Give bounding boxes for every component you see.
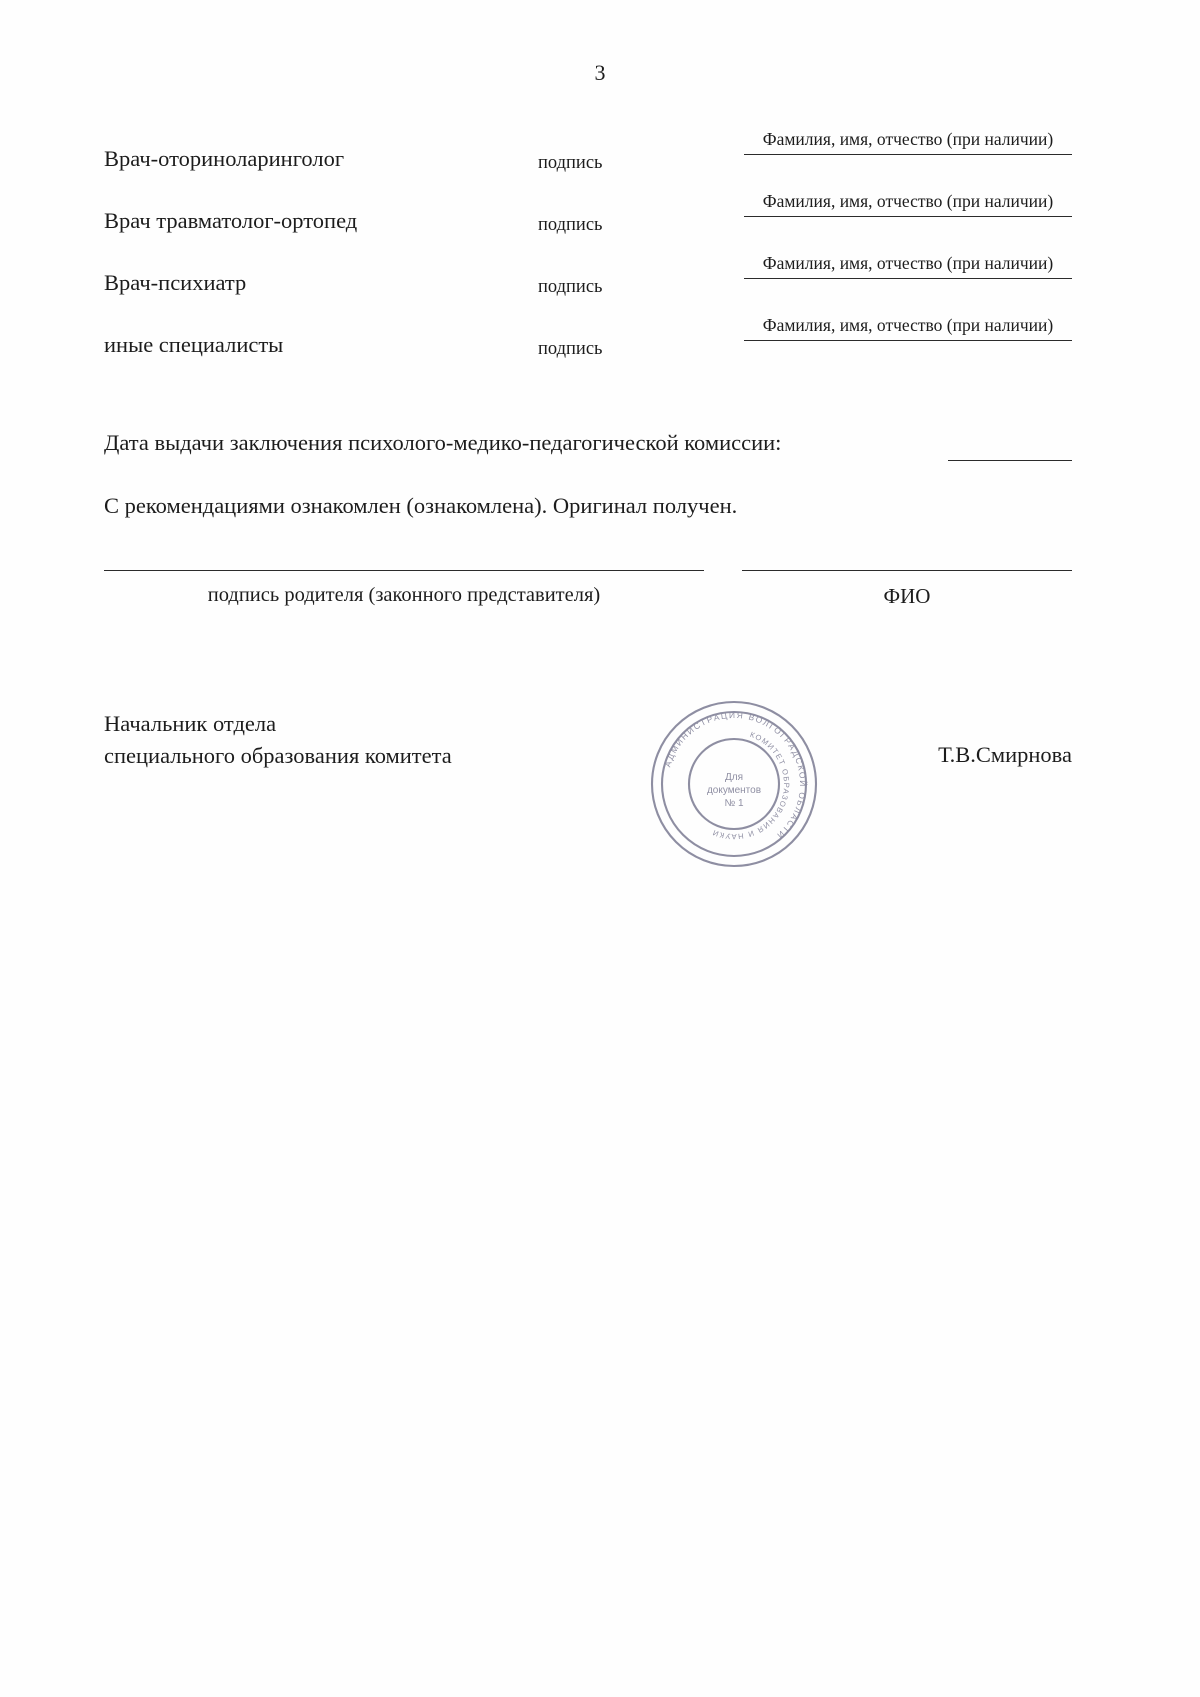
- acknowledgement-text: С рекомендациями ознакомлен (ознакомлена). Оригинал получен.: [104, 493, 738, 518]
- svg-text:АДМИНИСТРАЦИЯ ВОЛГОГРАДСКОЙ ОБ: АДМИНИСТРАЦИЯ ВОЛГОГРАДСКОЙ ОБЛАСТИ: [662, 709, 809, 842]
- head-of-department-block: [104, 708, 1072, 828]
- parent-fio-caption: ФИО: [883, 584, 931, 608]
- parent-signature-line: [104, 570, 704, 571]
- stamp-center-line-1: Для: [724, 772, 744, 783]
- page-number: 3: [594, 60, 606, 85]
- fio-label: Фамилия, имя, отчество (при наличии): [744, 314, 1072, 341]
- specialist-title: иные специалисты: [104, 332, 284, 357]
- fio-label: Фамилия, имя, отчество (при наличии): [744, 190, 1072, 217]
- issue-date-label: Дата выдачи заключения психолого-медико-педагогической комиссии:: [104, 430, 782, 455]
- head-title-line-2: специального образования комитета: [104, 742, 452, 768]
- stamp-center-line-2: документов: [706, 785, 762, 796]
- issue-date-blank: [948, 460, 1072, 461]
- specialist-title: Врач травматолог-ортопед: [104, 208, 358, 233]
- signature-label: подпись: [538, 277, 603, 297]
- table-row: [104, 314, 1072, 376]
- head-of-department-name: Т.В.Смирнова: [938, 742, 1072, 767]
- fio-label: Фамилия, имя, отчество (при наличии): [744, 128, 1072, 155]
- specialist-title: Врач-психиатр: [104, 270, 247, 295]
- signature-label: подпись: [538, 153, 603, 173]
- svg-text:КОМИТЕТ ОБРАЗОВАНИЯ И НАУКИ: КОМИТЕТ ОБРАЗОВАНИЯ И НАУКИ: [710, 729, 792, 842]
- official-stamp-icon: [648, 698, 820, 870]
- fio-label: Фамилия, имя, отчество (при наличии): [744, 252, 1072, 279]
- specialist-title: Врач-оториноларинголог: [104, 146, 345, 171]
- head-of-department-title: [104, 708, 452, 772]
- parent-signature-block: [104, 570, 1072, 640]
- head-title-line-1: Начальник отдела: [104, 711, 277, 736]
- specialists-table: [104, 128, 1072, 376]
- table-row: [104, 190, 1072, 252]
- table-row: [104, 252, 1072, 314]
- table-row: [104, 128, 1072, 190]
- stamp-center-line-3: № 1: [724, 798, 744, 809]
- parent-signature-caption: подпись родителя (законного представителя): [207, 584, 601, 606]
- signature-label: подпись: [538, 215, 603, 235]
- issue-date-row: [104, 430, 1072, 470]
- signature-label: подпись: [538, 339, 603, 359]
- parent-fio-line: [742, 570, 1072, 571]
